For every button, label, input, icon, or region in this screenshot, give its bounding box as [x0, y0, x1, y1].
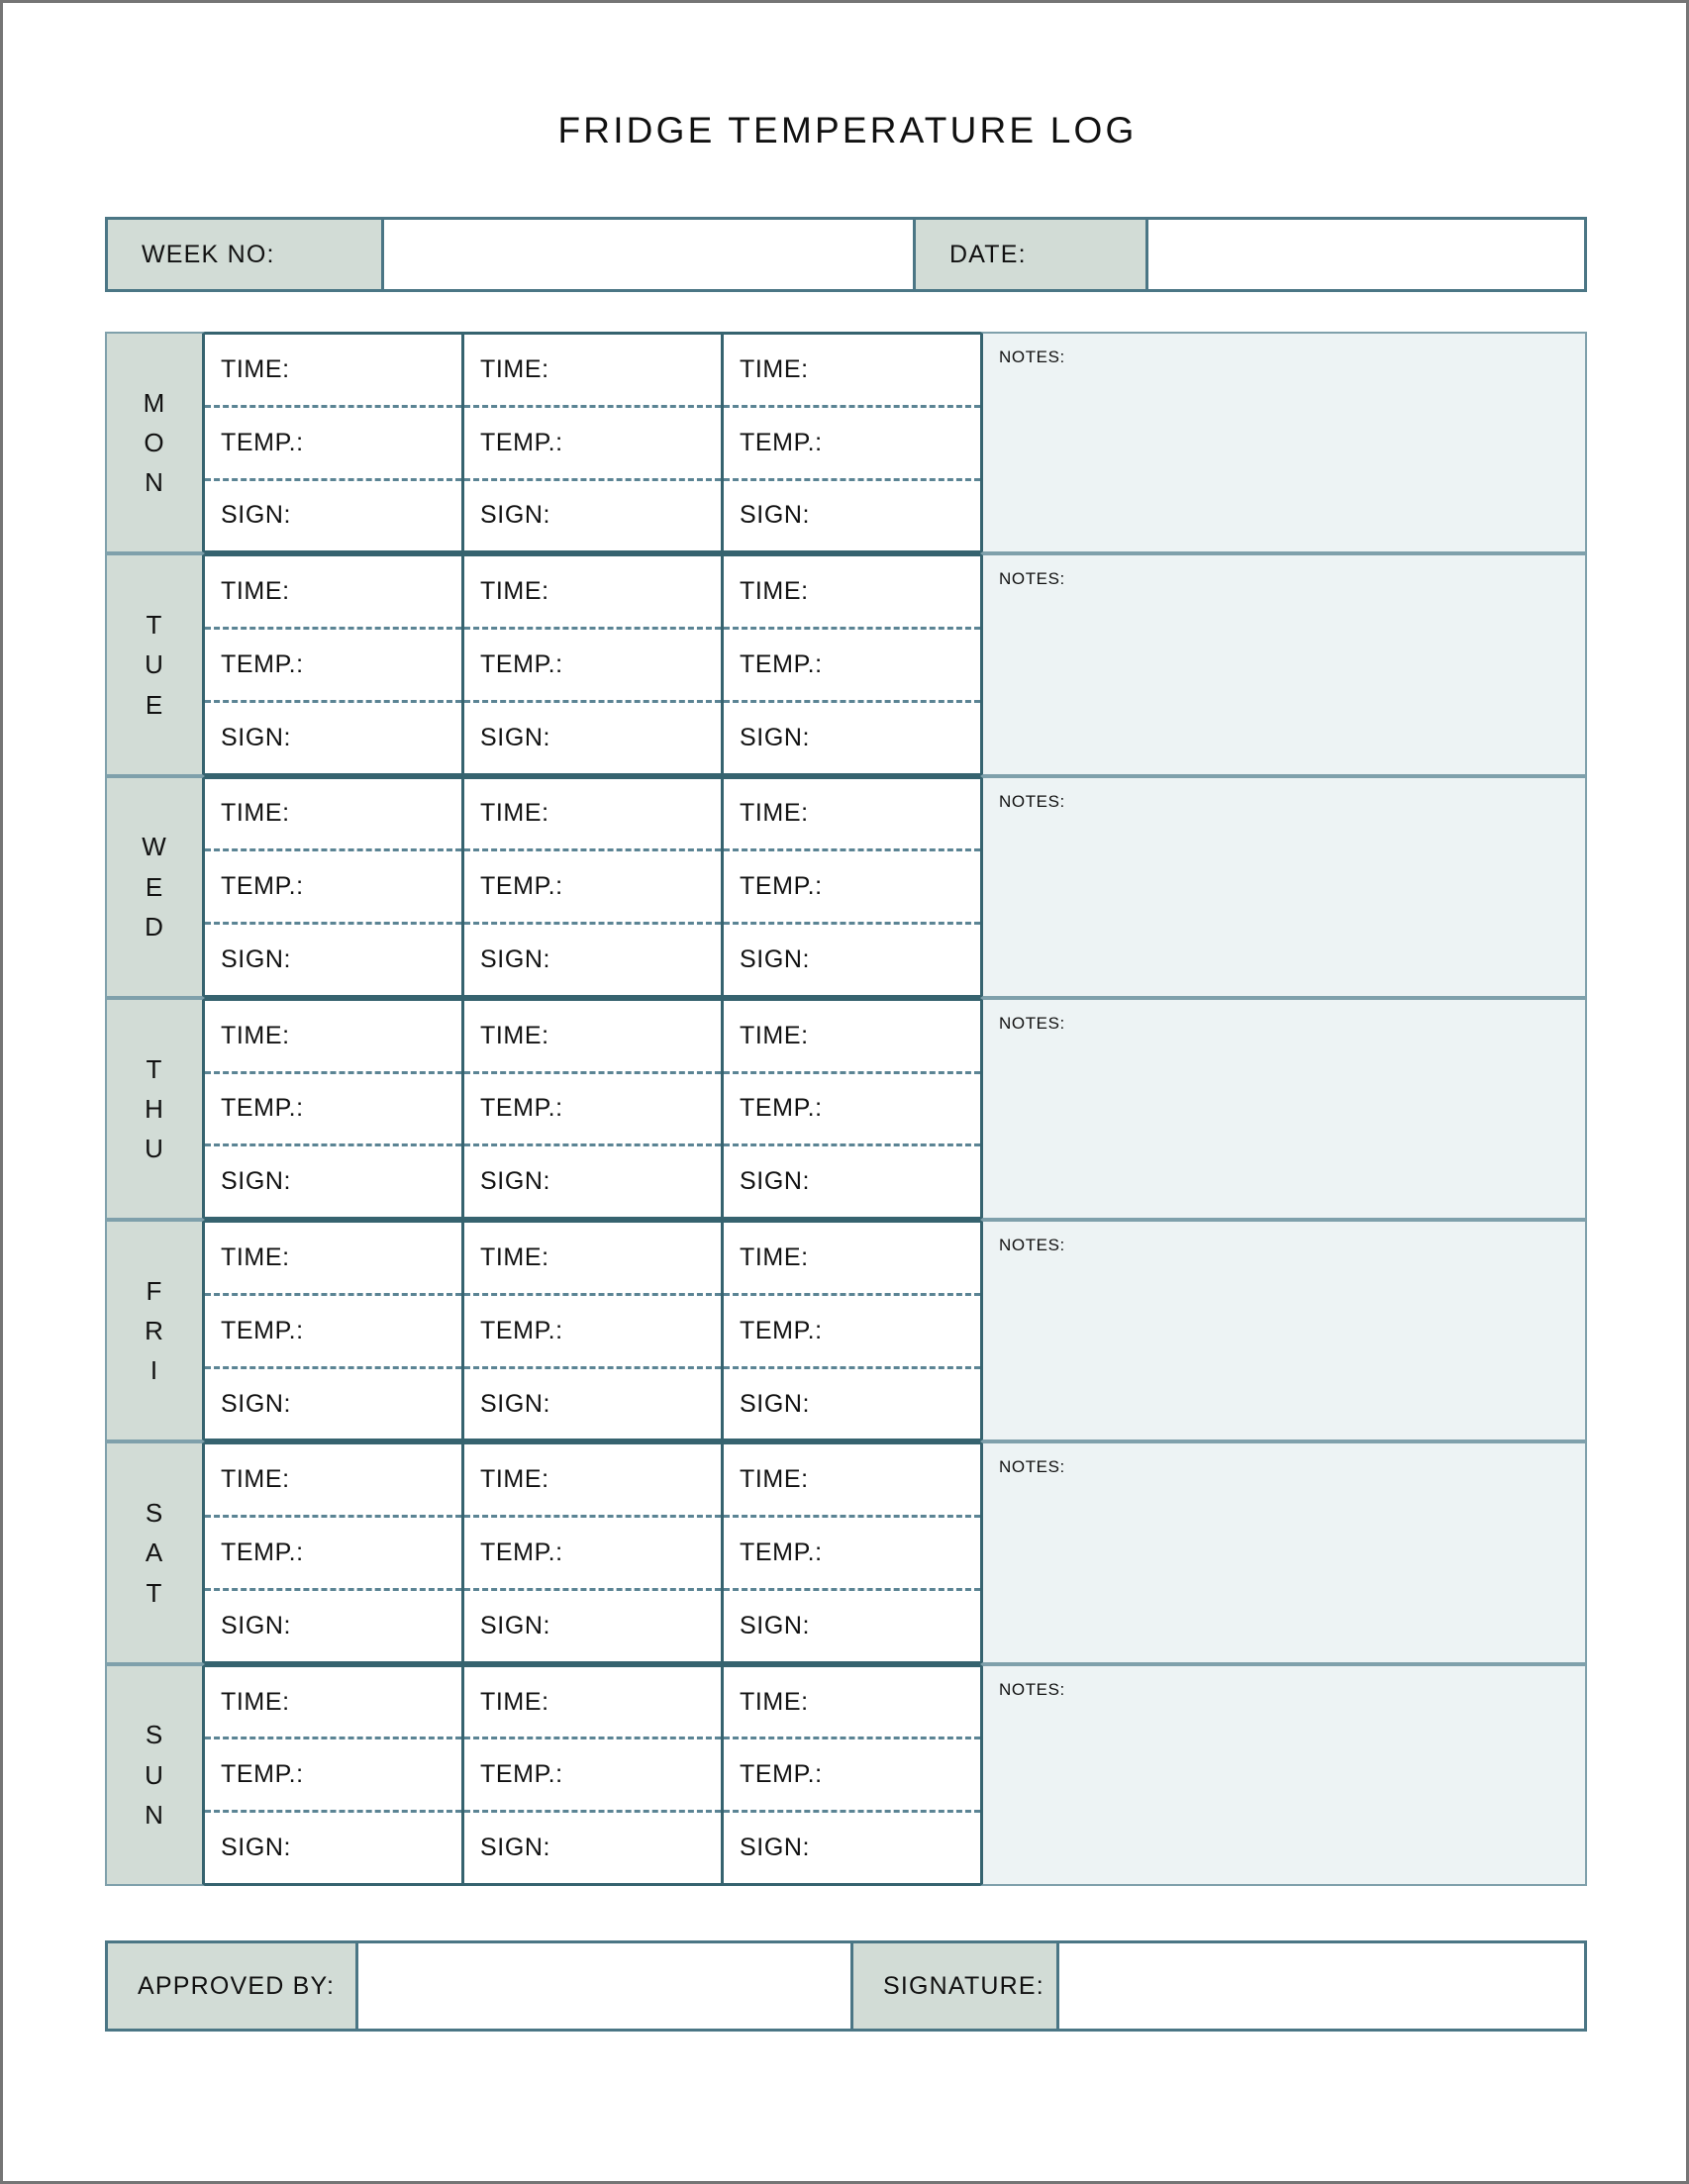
entry-columns-sat — [205, 1441, 980, 1663]
entry-columns-thu — [205, 998, 980, 1220]
time-field[interactable]: TIME: — [740, 1021, 809, 1049]
day-label-letter: R — [145, 1316, 164, 1346]
sign-field[interactable]: SIGN: — [724, 1810, 980, 1883]
temp-field[interactable]: TEMP.: — [464, 405, 721, 478]
entry-column — [205, 1223, 464, 1439]
time-field[interactable]: TIME: — [480, 1465, 549, 1494]
day-label-sun — [105, 1664, 205, 1886]
notes-field-tue[interactable]: NOTES: — [980, 553, 1587, 775]
sign-field[interactable]: SIGN: — [464, 700, 721, 773]
day-label-letter: N — [145, 1799, 164, 1830]
time-field[interactable]: TIME: — [480, 1687, 549, 1716]
notes-field-mon[interactable]: NOTES: — [980, 332, 1587, 553]
entry-columns-tue — [205, 553, 980, 775]
time-field[interactable]: TIME: — [221, 1465, 290, 1494]
temp-field[interactable]: TEMP.: — [724, 1737, 980, 1810]
entry-column — [724, 1001, 980, 1217]
day-label-fri — [105, 1220, 205, 1441]
day-row-sat — [105, 1441, 1587, 1663]
day-label-letter: T — [146, 1577, 163, 1608]
sign-field[interactable]: SIGN: — [464, 1810, 721, 1883]
day-label-letter: E — [145, 689, 164, 720]
temp-field[interactable]: TEMP.: — [724, 1515, 980, 1588]
entry-column — [724, 1223, 980, 1439]
sign-field[interactable]: SIGN: — [205, 1588, 461, 1661]
signature-input[interactable] — [1059, 1943, 1584, 2029]
approved-by-label: APPROVED BY: — [108, 1943, 358, 2029]
day-label-letter: S — [145, 1720, 164, 1750]
approved-by-input[interactable] — [358, 1943, 853, 2029]
temp-field[interactable]: TEMP.: — [724, 627, 980, 700]
temp-field[interactable]: TEMP.: — [205, 1071, 461, 1144]
time-field[interactable]: TIME: — [740, 577, 809, 606]
entry-column — [464, 556, 724, 772]
notes-field-sun[interactable]: NOTES: — [980, 1664, 1587, 1886]
day-label-thu — [105, 998, 205, 1220]
entry-column — [464, 1444, 724, 1660]
day-row-mon — [105, 332, 1587, 553]
day-row-thu — [105, 998, 1587, 1220]
day-label-mon — [105, 332, 205, 553]
time-field[interactable]: TIME: — [221, 799, 290, 828]
temp-field[interactable]: TEMP.: — [205, 1293, 461, 1366]
sign-field[interactable]: SIGN: — [724, 1366, 980, 1439]
notes-field-wed[interactable]: NOTES: — [980, 776, 1587, 998]
sign-field[interactable]: SIGN: — [464, 922, 721, 995]
day-label-letter: E — [145, 871, 164, 902]
sign-field[interactable]: SIGN: — [724, 1143, 980, 1217]
day-label-letter: U — [145, 649, 164, 680]
day-row-fri — [105, 1220, 1587, 1441]
entry-column — [464, 779, 724, 995]
time-field[interactable]: TIME: — [221, 354, 290, 383]
entry-column — [205, 556, 464, 772]
temp-field[interactable]: TEMP.: — [464, 848, 721, 922]
temp-field[interactable]: TEMP.: — [205, 1515, 461, 1588]
entry-columns-mon — [205, 332, 980, 553]
entry-column — [205, 335, 464, 550]
time-field[interactable]: TIME: — [740, 1687, 809, 1716]
sign-field[interactable]: SIGN: — [205, 1143, 461, 1217]
entry-column — [724, 779, 980, 995]
day-label-letter: T — [146, 1053, 163, 1084]
temp-field[interactable]: TEMP.: — [464, 1293, 721, 1366]
notes-field-thu[interactable]: NOTES: — [980, 998, 1587, 1220]
sign-field[interactable]: SIGN: — [205, 922, 461, 995]
day-label-wed — [105, 776, 205, 998]
entry-columns-sun — [205, 1664, 980, 1886]
week-no-input[interactable] — [384, 220, 916, 289]
day-label-letter: T — [146, 609, 163, 640]
day-label-letter: W — [142, 832, 167, 862]
temp-field[interactable]: TEMP.: — [464, 1737, 721, 1810]
day-label-sat — [105, 1441, 205, 1663]
time-field[interactable]: TIME: — [221, 577, 290, 606]
temp-field[interactable]: TEMP.: — [205, 405, 461, 478]
day-label-letter: N — [145, 467, 164, 498]
temp-field[interactable]: TEMP.: — [464, 1515, 721, 1588]
entry-column — [464, 335, 724, 550]
sign-field[interactable]: SIGN: — [205, 700, 461, 773]
temp-field[interactable]: TEMP.: — [464, 627, 721, 700]
entry-column — [205, 1444, 464, 1660]
day-row-sun — [105, 1664, 1587, 1886]
time-field[interactable]: TIME: — [480, 1021, 549, 1049]
entry-columns-wed — [205, 776, 980, 998]
day-row-wed — [105, 776, 1587, 998]
day-label-letter: S — [145, 1498, 164, 1529]
day-label-tue — [105, 553, 205, 775]
sign-field[interactable]: SIGN: — [464, 478, 721, 551]
entry-columns-fri — [205, 1220, 980, 1441]
day-label-letter: I — [149, 1355, 159, 1386]
page-title: FRIDGE TEMPERATURE LOG — [557, 110, 1138, 150]
temp-field[interactable]: TEMP.: — [724, 1071, 980, 1144]
temp-field[interactable]: TEMP.: — [464, 1071, 721, 1144]
entry-column — [205, 1667, 464, 1883]
weekly-log-grid — [105, 332, 1587, 1886]
notes-field-fri[interactable]: NOTES: — [980, 1220, 1587, 1441]
day-row-tue — [105, 553, 1587, 775]
time-field[interactable]: TIME: — [480, 1243, 549, 1271]
sign-field[interactable]: SIGN: — [205, 1366, 461, 1439]
temp-field[interactable]: TEMP.: — [205, 627, 461, 700]
sign-field[interactable]: SIGN: — [464, 1366, 721, 1439]
temp-field[interactable]: TEMP.: — [724, 848, 980, 922]
time-field[interactable]: TIME: — [740, 1465, 809, 1494]
sign-field[interactable]: SIGN: — [464, 1588, 721, 1661]
entry-column — [205, 779, 464, 995]
sign-field[interactable]: SIGN: — [724, 700, 980, 773]
temp-field[interactable]: TEMP.: — [724, 1293, 980, 1366]
date-input[interactable] — [1148, 220, 1584, 289]
sign-field[interactable]: SIGN: — [205, 478, 461, 551]
sign-field[interactable]: SIGN: — [205, 1810, 461, 1883]
time-field[interactable]: TIME: — [480, 799, 549, 828]
sign-field[interactable]: SIGN: — [724, 922, 980, 995]
time-field[interactable]: TIME: — [221, 1021, 290, 1049]
footer-row — [105, 1940, 1587, 2032]
time-field[interactable]: TIME: — [740, 354, 809, 383]
time-field[interactable]: TIME: — [221, 1243, 290, 1271]
week-no-label: WEEK NO: — [108, 220, 384, 289]
temp-field[interactable]: TEMP.: — [724, 405, 980, 478]
entry-column — [464, 1001, 724, 1217]
entry-column — [205, 1001, 464, 1217]
day-label-letter: F — [146, 1275, 163, 1306]
time-field[interactable]: TIME: — [221, 1687, 290, 1716]
entry-column — [464, 1223, 724, 1439]
day-label-letter: U — [145, 1759, 164, 1790]
sign-field[interactable]: SIGN: — [724, 478, 980, 551]
entry-column — [724, 335, 980, 550]
day-label-letter: U — [145, 1134, 164, 1164]
entry-column — [724, 1444, 980, 1660]
notes-field-sat[interactable]: NOTES: — [980, 1441, 1587, 1663]
time-field[interactable]: TIME: — [480, 354, 549, 383]
day-label-letter: A — [145, 1538, 164, 1568]
date-label: DATE: — [916, 220, 1148, 289]
signature-label: SIGNATURE: — [853, 1943, 1059, 2029]
time-field[interactable]: TIME: — [480, 577, 549, 606]
sign-field[interactable]: SIGN: — [724, 1588, 980, 1661]
temp-field[interactable]: TEMP.: — [205, 848, 461, 922]
day-label-letter: H — [145, 1093, 164, 1124]
entry-column — [464, 1667, 724, 1883]
time-field[interactable]: TIME: — [740, 799, 809, 828]
day-label-letter: D — [145, 911, 164, 942]
time-field[interactable]: TIME: — [740, 1243, 809, 1271]
sign-field[interactable]: SIGN: — [464, 1143, 721, 1217]
temp-field[interactable]: TEMP.: — [205, 1737, 461, 1810]
day-label-letter: O — [144, 427, 165, 457]
entry-column — [724, 556, 980, 772]
entry-column — [724, 1667, 980, 1883]
day-label-letter: M — [143, 387, 166, 418]
header-row — [105, 217, 1587, 292]
